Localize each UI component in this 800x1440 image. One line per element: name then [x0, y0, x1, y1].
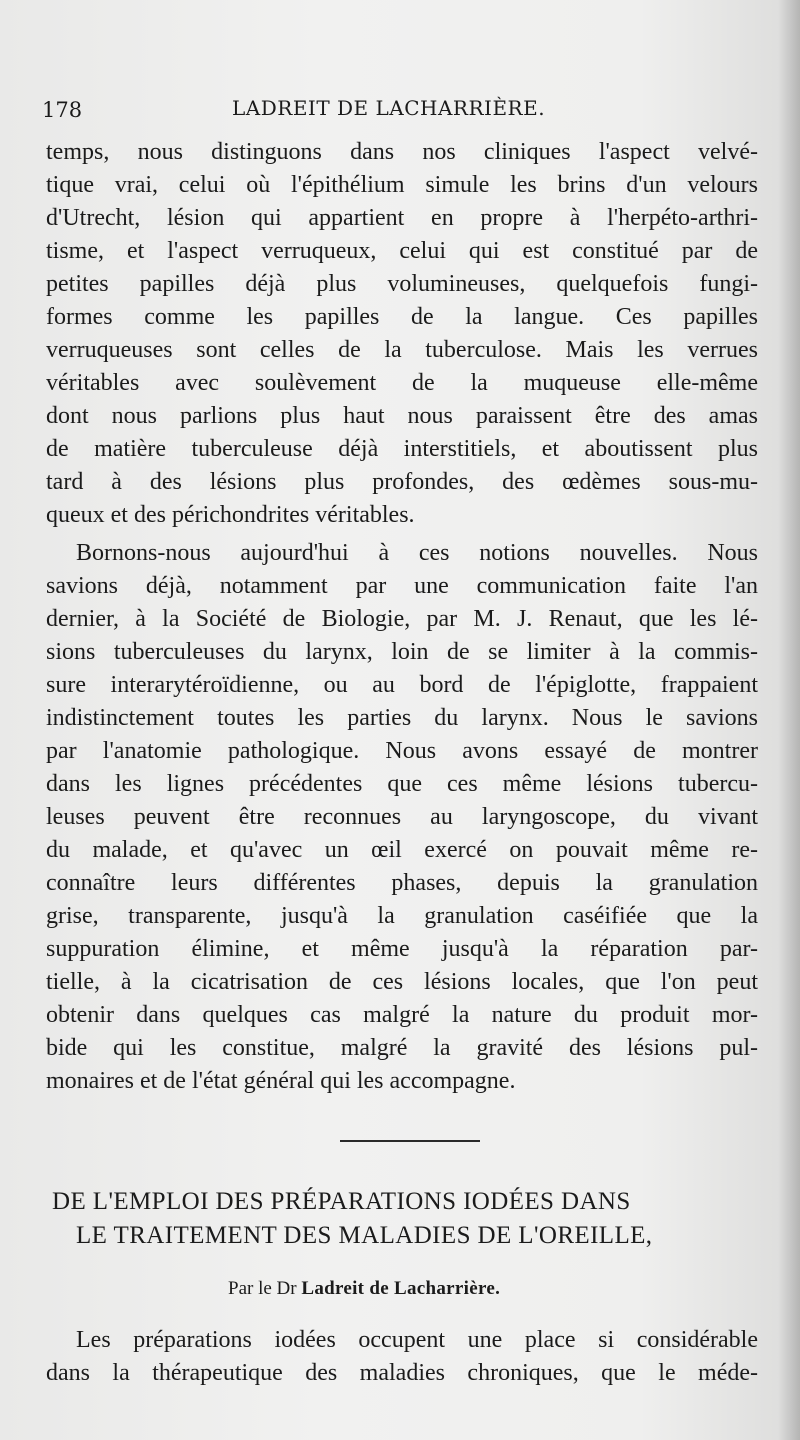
text-line: par l'anatomie pathologique. Nous avons essayé de montrer: [46, 738, 758, 764]
text-line: dernier, à la Société de Biologie, par M. J. Renaut, que les lé-: [46, 606, 758, 632]
text-line: sions tuberculeuses du larynx, loin de se limiter à la commis-: [46, 639, 758, 665]
text-line: Les préparations iodées occupent une place si considérable: [76, 1327, 758, 1353]
text-line: connaître leurs différentes phases, depuis la granulation: [46, 870, 758, 896]
text-line: Bornons-nous aujourd'hui à ces notions nouvelles. Nous: [76, 540, 758, 566]
text-line: tisme, et l'aspect verruqueux, celui qui est constitué par de: [46, 238, 758, 264]
page-number: 178: [42, 98, 83, 122]
text-line: d'Utrecht, lésion qui appartient en propre à l'herpéto-arthri-: [46, 205, 758, 231]
text-line: grise, transparente, jusqu'à la granulation caséifiée que la: [46, 903, 758, 929]
text-line: sure interarytéroïdienne, ou au bord de l'épiglotte, frappaient: [46, 672, 758, 698]
byline: [228, 1278, 500, 1300]
section-title-line: LE TRAITEMENT DES MALADIES DE L'OREILLE,: [76, 1222, 653, 1249]
text-line: obtenir dans quelques cas malgré la nature du produit mor-: [46, 1002, 758, 1028]
text-line: dans les lignes précédentes que ces même lésions tubercu-: [46, 771, 758, 797]
page-header: [0, 92, 800, 128]
text-line: indistinctement toutes les parties du larynx. Nous le savions: [46, 705, 758, 731]
text-line: formes comme les papilles de la langue. Ces papilles: [46, 304, 758, 330]
page-edge-shadow: [778, 0, 800, 1440]
text-line: de matière tuberculeuse déjà interstitiels, et aboutissent plus: [46, 436, 758, 462]
text-line: dont nous parlions plus haut nous paraissent être des amas: [46, 403, 758, 429]
byline-author: Ladreit de Lacharrière.: [301, 1278, 501, 1299]
text-line: tique vrai, celui où l'épithélium simule les brins d'un velours: [46, 172, 758, 198]
text-line: tard à des lésions plus profondes, des œdèmes sous-mu-: [46, 469, 758, 495]
text-line: queux et des périchondrites véritables.: [46, 502, 415, 528]
text-line: monaires et de l'état général qui les accompagne.: [46, 1068, 516, 1094]
text-line: suppuration élimine, et même jusqu'à la réparation par-: [46, 936, 758, 962]
text-line: temps, nous distinguons dans nos cliniques l'aspect velvé-: [46, 139, 758, 165]
text-line: véritables avec soulèvement de la muqueuse elle-même: [46, 370, 758, 396]
byline-prefix: Par le Dr: [228, 1278, 297, 1299]
running-head: LADREIT DE LACHARRIÈRE.: [232, 96, 546, 120]
text-line: savions déjà, notamment par une communication faite l'an: [46, 573, 758, 599]
text-line: verruqueuses sont celles de la tuberculose. Mais les verrues: [46, 337, 758, 363]
section-divider: [340, 1140, 480, 1142]
text-line: dans la thérapeutique des maladies chroniques, que le méde-: [46, 1360, 758, 1386]
section-title-line: DE L'EMPLOI DES PRÉPARATIONS IODÉES DANS: [52, 1188, 631, 1215]
text-line: tielle, à la cicatrisation de ces lésions locales, que l'on peut: [46, 969, 758, 995]
text-line: leuses peuvent être reconnues au laryngoscope, du vivant: [46, 804, 758, 830]
text-line: du malade, et qu'avec un œil exercé on pouvait même re-: [46, 837, 758, 863]
text-line: bide qui les constitue, malgré la gravité des lésions pul-: [46, 1035, 758, 1061]
text-line: petites papilles déjà plus volumineuses, quelquefois fungi-: [46, 271, 758, 297]
